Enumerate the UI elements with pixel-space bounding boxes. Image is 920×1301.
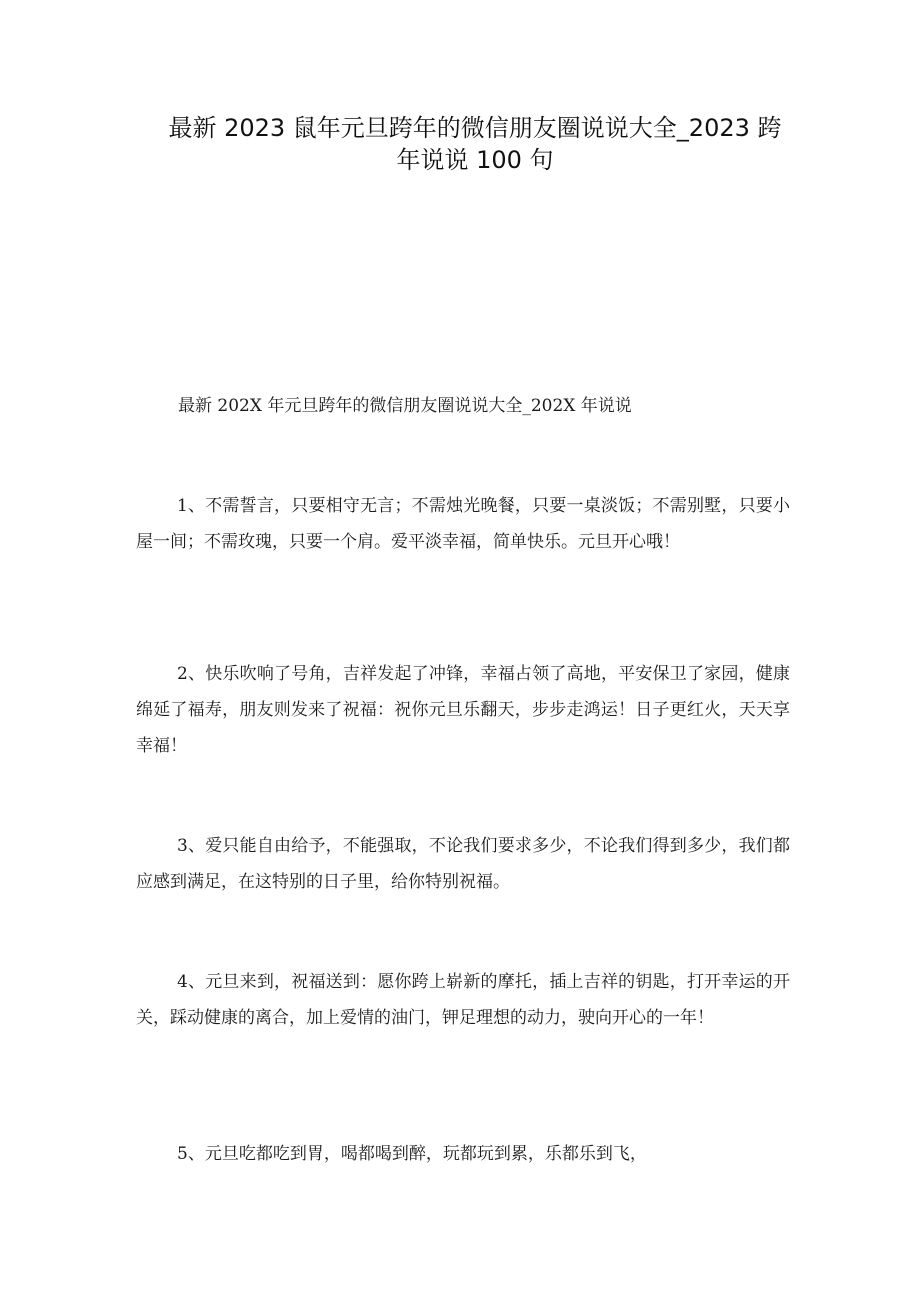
document-title: 最新 2023 鼠年元旦跨年的微信朋友圈说说大全_2023 跨年说说 100 句 [168,114,782,174]
paragraph-4: 4、元旦来到，祝福送到：愿你跨上崭新的摩托，插上吉祥的钥匙，打开幸运的开关，踩动健康的离合，加上爱情的油门，钾足理想的动力，驶向开心的一年！ [136,972,790,1028]
paragraph-5: 5、元旦吃都吃到胃，喝都喝到醉，玩都玩到累，乐都乐到飞， [177,1144,647,1164]
paragraph-2: 2、快乐吹响了号角，吉祥发起了冲锋，幸福占领了高地，平安保卫了家园，健康绵延了福寿，朋友则发来了祝福：祝你元旦乐翻天，步步走鸿运！日子更红火，天天享幸福！ [136,664,790,756]
paragraph-1: 1、不需誓言，只要相守无言；不需烛光晚餐，只要一桌淡饭；不需别墅，只要小屋一间；不需玫瑰，只要一个肩。爱平淡幸福，简单快乐。元旦开心哦！ [136,496,790,552]
document-subtitle: 最新 202X 年元旦跨年的微信朋友圈说说大全_202X 年说说 [178,396,632,416]
paragraph-3: 3、爱只能自由给予，不能强取，不论我们要求多少，不论我们得到多少，我们都应感到满足，在这特别的日子里，给你特别祝福。 [136,836,790,892]
